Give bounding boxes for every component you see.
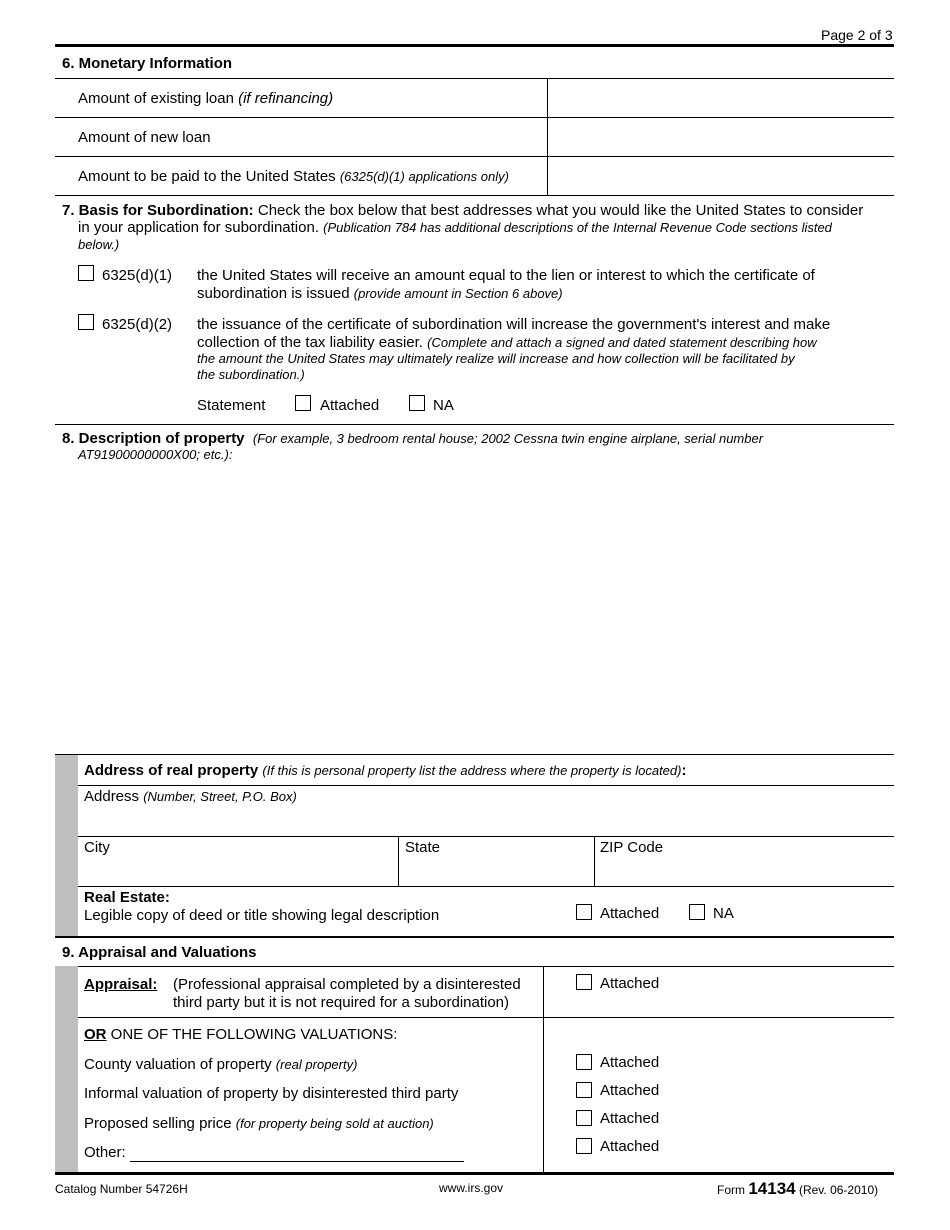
county-valuation-label: County valuation of property (real property) <box>84 1056 358 1073</box>
divider <box>55 44 894 47</box>
appraisal-label: Appraisal: <box>84 976 158 993</box>
other-attached-label: Attached <box>600 1138 660 1155</box>
gray-bar-2 <box>55 966 78 1172</box>
city-label: City <box>84 839 110 856</box>
appraisal-desc-2: third party but it is not required for a subordination) <box>173 994 510 1011</box>
new-loan-label: Amount of new loan <box>78 129 211 146</box>
gray-bar <box>55 754 78 936</box>
address-label: Address (Number, Street, P.O. Box) <box>84 788 297 805</box>
proposed-price-label: Proposed selling price (for property being sold at auction) <box>84 1115 434 1132</box>
state-label: State <box>405 839 441 856</box>
option-6325d1-text: the United States will receive an amount equal to the lien or interest to which the certificate of <box>197 267 815 284</box>
zip-input[interactable] <box>600 858 892 884</box>
other-input[interactable] <box>130 1140 464 1162</box>
option-6325d2-code: 6325(d)(2) <box>102 316 173 333</box>
deed-attached-label: Attached <box>600 905 660 922</box>
option-6325d1-text-2: subordination is issued (provide amount in Section 6 above) <box>197 285 563 302</box>
proposed-attached-checkbox[interactable] <box>576 1110 592 1126</box>
zip-label: ZIP Code <box>600 839 664 856</box>
option-6325d1-checkbox[interactable] <box>78 265 94 281</box>
county-attached-checkbox[interactable] <box>576 1054 592 1070</box>
option-6325d2-text: the issuance of the certificate of subordination will increase the government's interest and make <box>197 316 831 333</box>
valuations-heading: OR ONE OF THE FOLLOWING VALUATIONS: <box>84 1026 398 1043</box>
section-6-title: 6. Monetary Information <box>62 55 233 72</box>
informal-attached-checkbox[interactable] <box>576 1082 592 1098</box>
form-id: Form 14134 (Rev. 06-2010) <box>717 1179 879 1198</box>
statement-na-label: NA <box>433 397 454 414</box>
county-attached-label: Attached <box>600 1054 660 1071</box>
section-7-intro-2: in your application for subordination. (Publication 784 has additional descriptions of the Internal Revenue Code sections listed <box>78 219 832 236</box>
option-6325d2-checkbox[interactable] <box>78 314 94 330</box>
new-loan-input[interactable] <box>552 121 894 154</box>
deed-label: Legible copy of deed or title showing legal description <box>84 907 440 924</box>
statement-label: Statement <box>197 397 266 414</box>
informal-valuation-label: Informal valuation of property by disinterested third party <box>84 1085 459 1102</box>
option-6325d2-text-4: the subordination.) <box>197 367 305 382</box>
existing-loan-label: Amount of existing loan (if refinancing) <box>78 90 334 107</box>
website: www.irs.gov <box>439 1181 504 1195</box>
real-property-address-title: Address of real property (If this is personal property list the address where the property is located): <box>84 762 687 779</box>
option-6325d2-text-3: the amount the United States may ultimately realize will increase and how collection will be facilitated by <box>197 351 795 366</box>
section-8-note-2: AT91900000000X00; etc.): <box>78 447 233 462</box>
page-number: Page 2 of 3 <box>821 27 893 43</box>
catalog-number: Catalog Number 54726H <box>55 1182 188 1196</box>
statement-attached-label: Attached <box>320 397 380 414</box>
informal-attached-label: Attached <box>600 1082 660 1099</box>
appraisal-attached-label: Attached <box>600 975 660 992</box>
appraisal-attached-checkbox[interactable] <box>576 974 592 990</box>
other-attached-checkbox[interactable] <box>576 1138 592 1154</box>
deed-na-checkbox[interactable] <box>689 904 705 920</box>
option-6325d1-code: 6325(d)(1) <box>102 267 173 284</box>
real-estate-label: Real Estate: <box>84 889 170 906</box>
section-9-title: 9. Appraisal and Valuations <box>62 944 257 961</box>
amount-paid-label: Amount to be paid to the United States (6325(d)(1) applications only) <box>78 168 509 185</box>
section-7-intro: 7. Basis for Subordination: Check the box below that best addresses what you would like the United States to consider <box>62 202 864 219</box>
appraisal-desc: (Professional appraisal completed by a disinterested <box>173 976 521 993</box>
other-label: Other: <box>84 1144 126 1161</box>
amount-paid-input[interactable] <box>552 160 894 193</box>
property-description-input[interactable] <box>62 468 894 750</box>
proposed-attached-label: Attached <box>600 1110 660 1127</box>
section-8-title-line: 8. Description of property (For example, 3 bedroom rental house; 2002 Cessna twin engine airplane, serial number <box>62 430 764 447</box>
section-7-intro-3: below.) <box>78 237 120 252</box>
deed-attached-checkbox[interactable] <box>576 904 592 920</box>
address-input[interactable] <box>84 808 892 834</box>
option-6325d2-text-2: collection of the tax liability easier. (Complete and attach a signed and dated statement describing how <box>197 334 817 351</box>
state-input[interactable] <box>405 858 593 884</box>
statement-na-checkbox[interactable] <box>409 395 425 411</box>
deed-na-label: NA <box>713 905 734 922</box>
existing-loan-input[interactable] <box>552 82 894 115</box>
statement-attached-checkbox[interactable] <box>295 395 311 411</box>
city-input[interactable] <box>84 858 396 884</box>
